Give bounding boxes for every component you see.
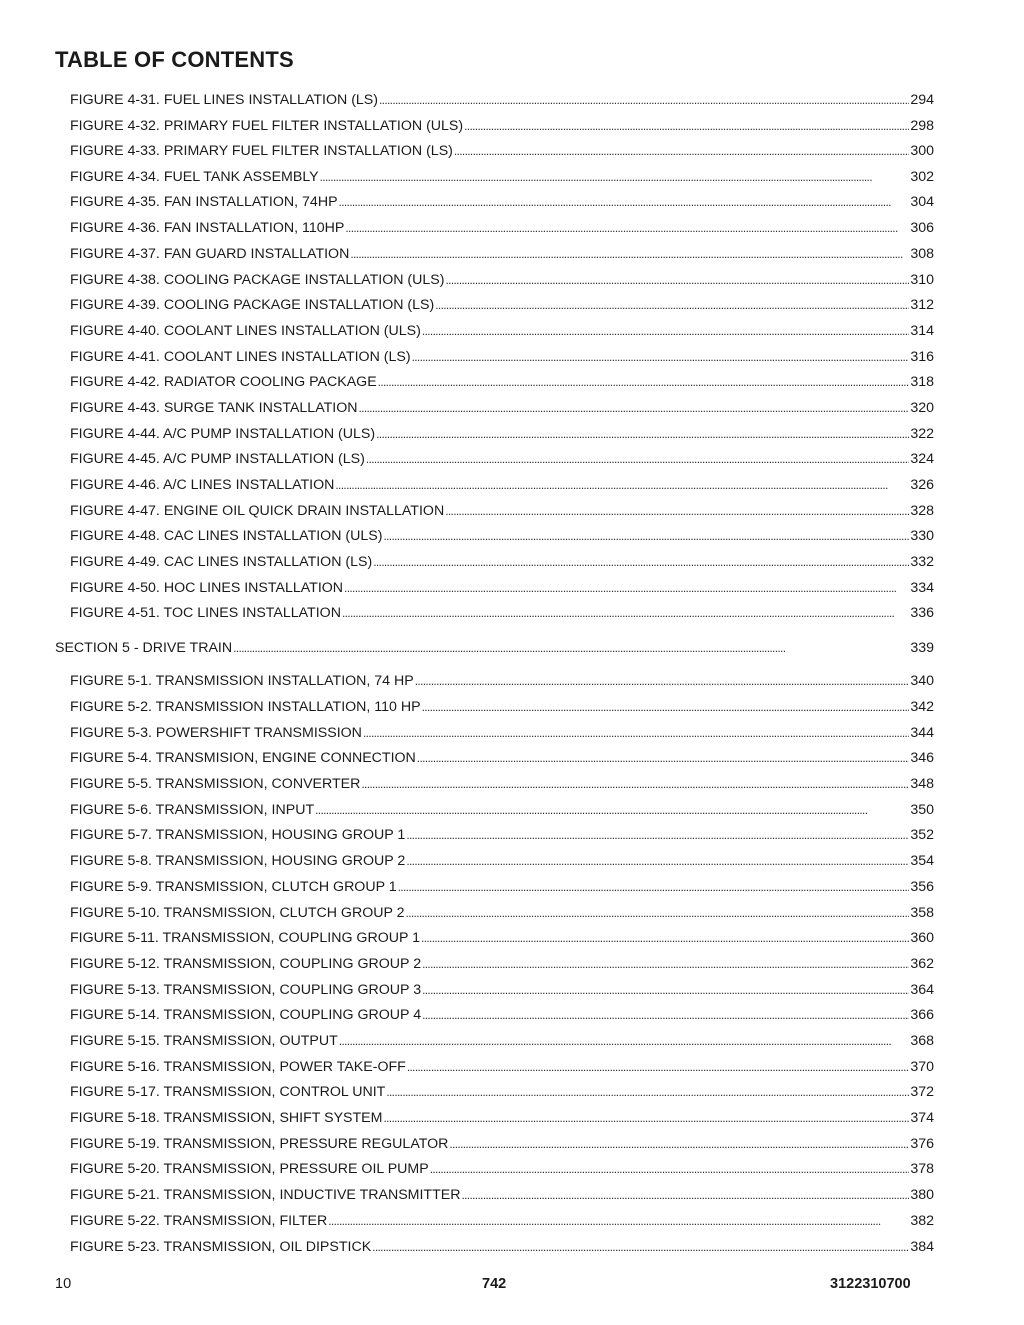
toc-entry-page: 324 <box>910 451 934 467</box>
toc-entry-label: FIGURE 4-33. PRIMARY FUEL FILTER INSTALLATION (LS) <box>70 143 453 159</box>
dot-leader <box>422 697 910 717</box>
dot-leader <box>383 1108 909 1128</box>
toc-entry[interactable] <box>70 552 934 572</box>
toc-entry-label: FIGURE 5-20. TRANSMISSION, PRESSURE OIL PUMP <box>70 1161 429 1177</box>
toc-entry[interactable] <box>70 116 934 136</box>
dot-leader <box>407 1057 910 1077</box>
toc-entry-label: SECTION 5 - DRIVE TRAIN <box>55 640 233 656</box>
toc-entry-label: FIGURE 4-46. A/C LINES INSTALLATION <box>70 477 335 493</box>
toc-entry-page: 330 <box>910 528 934 544</box>
toc-entry-page: 302 <box>910 169 934 185</box>
toc-entry[interactable] <box>70 603 934 623</box>
toc-entry-label: FIGURE 4-32. PRIMARY FUEL FILTER INSTALLATION (ULS) <box>70 118 464 134</box>
dot-leader <box>359 398 910 418</box>
toc-entry-page: 316 <box>910 349 934 365</box>
toc-section-entry[interactable] <box>55 638 934 658</box>
toc-entry-page: 294 <box>910 92 934 108</box>
toc-entry[interactable] <box>70 372 934 392</box>
toc-entry-page: 322 <box>910 426 934 442</box>
toc-entry-page: 326 <box>910 477 934 493</box>
toc-entry[interactable] <box>70 928 934 948</box>
toc-entry[interactable] <box>70 671 934 691</box>
toc-entry-label: FIGURE 4-31. FUEL LINES INSTALLATION (LS) <box>70 92 378 108</box>
toc-entry[interactable] <box>70 1185 934 1205</box>
toc-entry-label: FIGURE 4-34. FUEL TANK ASSEMBLY <box>70 169 319 185</box>
dot-leader <box>406 825 909 845</box>
toc-entry-label: FIGURE 5-19. TRANSMISSION, PRESSURE REGULATOR <box>70 1136 449 1152</box>
dot-leader <box>320 167 910 187</box>
dot-leader <box>366 449 909 469</box>
toc-entry[interactable] <box>70 1005 934 1025</box>
toc-entry[interactable] <box>70 851 934 871</box>
toc-entry-page: 382 <box>910 1213 934 1229</box>
toc-entry-page: 332 <box>910 554 934 570</box>
toc-entry[interactable] <box>70 697 934 717</box>
toc-entry-page: 384 <box>910 1239 934 1255</box>
toc-entry-label: FIGURE 4-38. COOLING PACKAGE INSTALLATION (ULS) <box>70 272 445 288</box>
toc-entry[interactable] <box>70 475 934 495</box>
toc-entry[interactable] <box>70 1159 934 1179</box>
dot-leader <box>386 1082 909 1102</box>
toc-entry[interactable] <box>70 244 934 264</box>
toc-entry-label: FIGURE 4-40. COOLANT LINES INSTALLATION (ULS) <box>70 323 421 339</box>
dot-leader <box>383 526 909 546</box>
toc-entry[interactable] <box>70 1082 934 1102</box>
toc-entry[interactable] <box>70 1237 934 1257</box>
toc-entry[interactable] <box>70 295 934 315</box>
toc-entry-label: FIGURE 5-13. TRANSMISSION, COUPLING GROUP 3 <box>70 982 422 998</box>
toc-entry-page: 372 <box>910 1084 934 1100</box>
toc-entry-page: 336 <box>910 605 934 621</box>
toc-entry-page: 304 <box>910 194 934 210</box>
toc-entry-label: FIGURE 4-45. A/C PUMP INSTALLATION (LS) <box>70 451 365 467</box>
toc-entry-label: FIGURE 4-41. COOLANT LINES INSTALLATION (LS) <box>70 349 411 365</box>
toc-entry-page: 350 <box>910 802 934 818</box>
toc-entry-page: 320 <box>910 400 934 416</box>
toc-entry[interactable] <box>70 90 934 110</box>
dot-leader <box>406 903 910 923</box>
toc-entry[interactable] <box>70 1134 934 1154</box>
toc-entry-label: FIGURE 5-14. TRANSMISSION, COUPLING GROUP 4 <box>70 1007 422 1023</box>
toc-entry-label: FIGURE 5-8. TRANSMISSION, HOUSING GROUP 2 <box>70 853 406 869</box>
toc-entry-label: FIGURE 5-15. TRANSMISSION, OUTPUT <box>70 1033 338 1049</box>
toc-entry-label: FIGURE 5-18. TRANSMISSION, SHIFT SYSTEM <box>70 1110 383 1126</box>
toc-entry[interactable] <box>70 501 934 521</box>
toc-entry[interactable] <box>70 980 934 1000</box>
toc-entry-label: FIGURE 4-50. HOC LINES INSTALLATION <box>70 580 344 596</box>
toc-entry-page: 374 <box>910 1110 934 1126</box>
dot-leader <box>339 192 910 212</box>
toc-entry-page: 339 <box>910 640 934 656</box>
page-number: 10 <box>55 1276 72 1292</box>
toc-entry-label: FIGURE 5-16. TRANSMISSION, POWER TAKE-OFF <box>70 1059 406 1075</box>
toc-entry-page: 298 <box>910 118 934 134</box>
toc-entry-page: 308 <box>910 246 934 262</box>
toc-entry[interactable] <box>70 578 934 598</box>
dot-leader <box>421 928 909 948</box>
toc-entry-label: FIGURE 4-51. TOC LINES INSTALLATION <box>70 605 341 621</box>
toc-entry-label: FIGURE 5-12. TRANSMISSION, COUPLING GROUP 2 <box>70 956 422 972</box>
dot-leader <box>464 116 909 136</box>
toc-entry-page: 300 <box>910 143 934 159</box>
dot-leader <box>372 1237 909 1257</box>
toc-entry[interactable] <box>70 800 934 820</box>
dot-leader <box>422 321 910 341</box>
toc-entry[interactable] <box>70 1108 934 1128</box>
toc-entry-page: 306 <box>910 220 934 236</box>
toc-entry[interactable] <box>70 449 934 469</box>
toc-entry-label: FIGURE 4-48. CAC LINES INSTALLATION (ULS) <box>70 528 383 544</box>
toc-entry-label: FIGURE 5-10. TRANSMISSION, CLUTCH GROUP 2 <box>70 905 405 921</box>
toc-entry-page: 356 <box>910 879 934 895</box>
toc-entry[interactable] <box>70 398 934 418</box>
dot-leader <box>461 1185 909 1205</box>
toc-entry-label: FIGURE 5-6. TRANSMISSION, INPUT <box>70 802 315 818</box>
toc-entry-page: 342 <box>910 699 934 715</box>
dot-leader <box>417 748 910 768</box>
dot-leader <box>335 475 909 495</box>
document-number: 3122310700 <box>830 1276 911 1292</box>
dot-leader <box>379 90 909 110</box>
toc-entry-label: FIGURE 4-43. SURGE TANK INSTALLATION <box>70 400 358 416</box>
dot-leader <box>315 800 909 820</box>
toc-entry[interactable] <box>70 347 934 367</box>
toc-entry-page: 368 <box>910 1033 934 1049</box>
dot-leader <box>342 603 909 623</box>
dot-leader <box>361 774 909 794</box>
toc-entry[interactable] <box>70 748 934 768</box>
dot-leader <box>422 980 909 1000</box>
dot-leader <box>445 270 909 290</box>
toc-entry[interactable] <box>70 825 934 845</box>
toc-entry-page: 352 <box>910 827 934 843</box>
dot-leader <box>422 954 909 974</box>
toc-entry-label: FIGURE 5-3. POWERSHIFT TRANSMISSION <box>70 725 362 741</box>
toc-entry[interactable] <box>70 903 934 923</box>
toc-entry-label: FIGURE 4-39. COOLING PACKAGE INSTALLATION (LS) <box>70 297 435 313</box>
toc-entry-page: 364 <box>910 982 934 998</box>
toc-entry-label: FIGURE 4-35. FAN INSTALLATION, 74HP <box>70 194 338 210</box>
toc-entry-page: 334 <box>910 580 934 596</box>
toc-entry-label: FIGURE 5-17. TRANSMISSION, CONTROL UNIT <box>70 1084 386 1100</box>
toc-entry[interactable] <box>70 270 934 290</box>
dot-leader <box>406 851 909 871</box>
toc-entry-label: FIGURE 4-36. FAN INSTALLATION, 110HP <box>70 220 345 236</box>
dot-leader <box>339 1031 910 1051</box>
toc-entry-label: FIGURE 5-23. TRANSMISSION, OIL DIPSTICK <box>70 1239 372 1255</box>
toc-entry-label: FIGURE 4-47. ENGINE OIL QUICK DRAIN INSTALLATION <box>70 503 445 519</box>
toc-entry-label: FIGURE 5-5. TRANSMISSION, CONVERTER <box>70 776 361 792</box>
dot-leader <box>430 1159 910 1179</box>
toc-entry-page: 314 <box>910 323 934 339</box>
dot-leader <box>435 295 909 315</box>
toc-entry-label: FIGURE 5-21. TRANSMISSION, INDUCTIVE TRANSMITTER <box>70 1187 461 1203</box>
dot-leader <box>412 347 910 367</box>
dot-leader <box>378 372 910 392</box>
dot-leader <box>415 671 910 691</box>
dot-leader <box>233 638 909 658</box>
dot-leader <box>398 877 910 897</box>
toc-entry-label: FIGURE 5-7. TRANSMISSION, HOUSING GROUP 1 <box>70 827 406 843</box>
toc-entry[interactable] <box>70 141 934 161</box>
toc-entry[interactable] <box>70 954 934 974</box>
toc-entry-label: FIGURE 5-2. TRANSMISSION INSTALLATION, 110 HP <box>70 699 421 715</box>
dot-leader <box>376 424 909 444</box>
toc-entry-page: 340 <box>910 673 934 689</box>
toc-entry-page: 346 <box>910 750 934 766</box>
center-page-number: 742 <box>482 1276 507 1292</box>
dot-leader <box>344 578 909 598</box>
toc-entry-label: FIGURE 4-44. A/C PUMP INSTALLATION (ULS) <box>70 426 376 442</box>
toc-entry-label: FIGURE 5-11. TRANSMISSION, COUPLING GROUP 1 <box>70 930 421 946</box>
toc-entry-page: 380 <box>910 1187 934 1203</box>
page-title: TABLE OF CONTENTS <box>55 47 294 72</box>
toc-entry-page: 370 <box>910 1059 934 1075</box>
toc-entry-page: 366 <box>910 1007 934 1023</box>
toc-entry-page: 318 <box>910 374 934 390</box>
toc-entry-label: FIGURE 5-9. TRANSMISSION, CLUTCH GROUP 1 <box>70 879 397 895</box>
toc-entry-page: 354 <box>910 853 934 869</box>
toc-entry-page: 360 <box>910 930 934 946</box>
toc-entry-page: 376 <box>910 1136 934 1152</box>
toc-entry-page: 344 <box>910 725 934 741</box>
toc-entry[interactable] <box>70 167 934 187</box>
toc-entry[interactable] <box>70 424 934 444</box>
dot-leader <box>445 501 909 521</box>
toc-entry-page: 358 <box>910 905 934 921</box>
toc-entry[interactable] <box>70 321 934 341</box>
toc-entry[interactable] <box>70 723 934 743</box>
toc-entry-page: 312 <box>910 297 934 313</box>
dot-leader <box>350 244 909 264</box>
dot-leader <box>422 1005 909 1025</box>
dot-leader <box>363 723 909 743</box>
toc-entry-page: 310 <box>910 272 934 288</box>
toc-entry[interactable] <box>70 877 934 897</box>
toc-entry-page: 328 <box>910 503 934 519</box>
toc-entry[interactable] <box>70 1031 934 1051</box>
toc-entry-label: FIGURE 5-22. TRANSMISSION, FILTER <box>70 1213 328 1229</box>
toc-entry[interactable] <box>70 218 934 238</box>
dot-leader <box>449 1134 909 1154</box>
toc-entry-page: 362 <box>910 956 934 972</box>
dot-leader <box>373 552 909 572</box>
toc-entry[interactable] <box>70 192 934 212</box>
dot-leader <box>328 1211 909 1231</box>
dot-leader <box>345 218 909 238</box>
toc-entry-label: FIGURE 5-1. TRANSMISSION INSTALLATION, 74 HP <box>70 673 414 689</box>
toc-entry-label: FIGURE 5-4. TRANSMISION, ENGINE CONNECTION <box>70 750 416 766</box>
toc-entry-label: FIGURE 4-37. FAN GUARD INSTALLATION <box>70 246 350 262</box>
toc-entry-page: 348 <box>910 776 934 792</box>
toc-entry[interactable] <box>70 1211 934 1231</box>
toc-entry-label: FIGURE 4-49. CAC LINES INSTALLATION (LS) <box>70 554 373 570</box>
toc-entry[interactable] <box>70 774 934 794</box>
dot-leader <box>454 141 909 161</box>
toc-entry-page: 378 <box>910 1161 934 1177</box>
toc-entry[interactable] <box>70 1057 934 1077</box>
toc-entry[interactable] <box>70 526 934 546</box>
toc-entry-label: FIGURE 4-42. RADIATOR COOLING PACKAGE <box>70 374 377 390</box>
